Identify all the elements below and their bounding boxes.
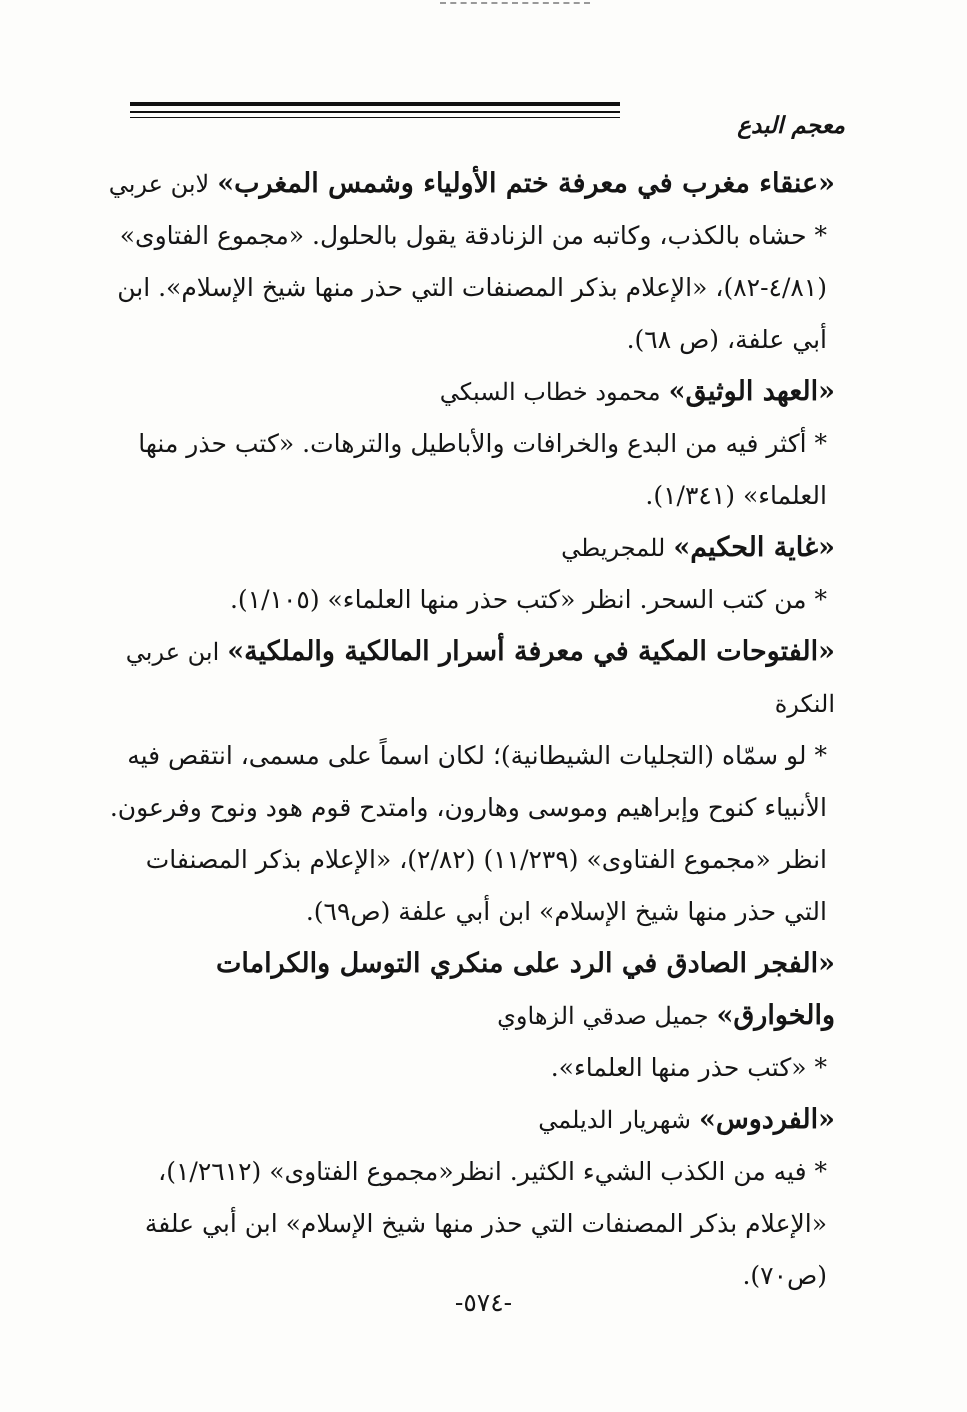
entry-note: * «كتب حذر منها العلماء». [550, 1053, 827, 1082]
entry [100, 366, 835, 522]
entry-note: * لو سمّاه (التجليات الشيطانية)؛ لكان اسماً على مسمى، انتقص فيه الأنبياء كنوح وإبراهيم وموسى وهارون، وامتدح قوم هود ونوح وفرعون. انظر «مجموع الفتاوى» (١١/٢٣٩) (٢/٨٢)، «الإعلام بذكر المصنفات التي حذر منها شيخ الإسلام» ابن أبي علفة (ص٦٩). [109, 741, 827, 926]
book-title: «العهد الوثيق» [668, 376, 835, 407]
entry-heading [100, 158, 835, 210]
book-title: «عنقاء مغرب في معرفة ختم الأولياء وشمس المغرب» [217, 168, 835, 199]
book-author: شهريار الديلمي [538, 1106, 691, 1134]
book-author: ابن عربي النكرة [125, 638, 835, 718]
book-title: «غاية الحكيم» [673, 532, 835, 563]
entry-heading [100, 522, 835, 574]
book-title: «الفجر الصادق في الرد على منكري التوسل والكرامات والخوارق» [216, 948, 835, 1031]
entry-heading [100, 366, 835, 418]
entry-note: * فيه من الكذب الشيء الكثير. انظر«مجموع الفتاوى» (١/٢٦١٢)، «الإعلام بذكر المصنفات التي حذر منها شيخ الإسلام» ابن أبي علفة (ص٧٠). [144, 1157, 827, 1290]
top-edge-mark [440, 2, 590, 4]
entry [100, 1094, 835, 1302]
entry [100, 158, 835, 366]
entry-heading [100, 626, 835, 730]
entry [100, 522, 835, 626]
entry [100, 626, 835, 938]
book-author: محمود خطاب السبكي [439, 378, 661, 406]
book-author: للمجريطي [561, 534, 666, 562]
header-rule [130, 102, 620, 118]
entry-note: * من كتب السحر. انظر «كتب حذر منها العلماء» (١/١٠٥). [229, 585, 827, 614]
entry-note: * أكثر فيه من البدع والخرافات والأباطيل والترهات. «كتب حذر منها العلماء» (١/٣٤١). [138, 429, 827, 510]
page-number: -٥٧٤- [454, 1288, 513, 1317]
book-author: لابن عربي [108, 170, 210, 198]
entry-heading [100, 1094, 835, 1146]
page-body [100, 158, 835, 1302]
entry [100, 938, 835, 1094]
book-author: جميل صدقي الزهاوي [497, 1002, 709, 1030]
book-title: «الفردوس» [698, 1104, 835, 1135]
book-title: «الفتوحات المكية في معرفة أسرار المالكية والملكية» [227, 636, 835, 667]
running-title: معجم البدع [737, 112, 845, 139]
entry-heading [100, 938, 835, 1042]
page-header [130, 96, 845, 146]
entry-note: * حشاه بالكذب، وكاتبه من الزنادقة يقول بالحلول. «مجموع الفتاوى» (٤/٨١-٨٢)، «الإعلام بذكر المصنفات التي حذر منها شيخ الإسلام». ابن أبي علفة، (ص ٦٨). [117, 221, 827, 354]
